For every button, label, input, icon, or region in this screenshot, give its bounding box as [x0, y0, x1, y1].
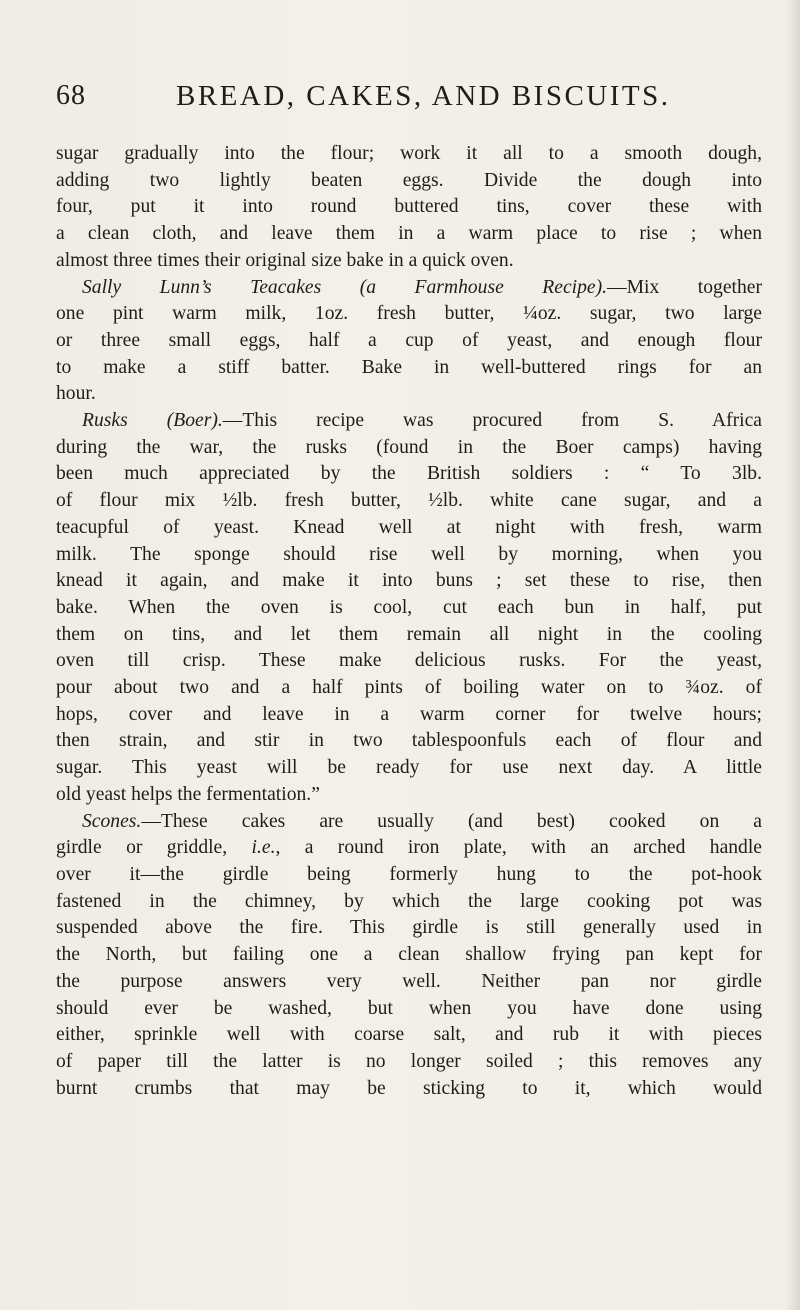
text-line: [56, 168, 762, 195]
text-run: girdle or griddle,: [56, 837, 252, 859]
italic-heading: Sally Lunn’s Teacakes (a Farmhouse Recipe).: [82, 276, 608, 298]
page-number: 68: [56, 80, 86, 111]
text-line: [56, 194, 762, 221]
text-run: of flour mix ½lb. fresh butter, ½lb. white cane sugar, and a: [56, 490, 762, 512]
text-line: [56, 782, 762, 809]
text-line: [56, 595, 762, 622]
text-line: [56, 275, 762, 302]
text-run: during the war, the rusks (found in the Boer camps) having: [56, 436, 762, 458]
text-run: bake. When the oven is cool, cut each bun in half, put: [56, 596, 762, 618]
text-run: , a round iron plate, with an arched handle: [275, 837, 762, 859]
text-run: been much appreciated by the British soldiers : “ To 3lb.: [56, 463, 762, 485]
text-line: [56, 835, 762, 862]
text-line: [56, 221, 762, 248]
italic-heading: i.e.: [251, 837, 276, 859]
text-run: four, put it into round buttered tins, cover these with: [56, 196, 762, 218]
text-run: then strain, and stir in two tablespoonfuls each of flour and: [56, 730, 762, 752]
text-line: [56, 1049, 762, 1076]
text-run: should ever be washed, but when you have done using: [56, 997, 762, 1019]
text-line: [56, 648, 762, 675]
text-line: [56, 408, 762, 435]
text-run: hour.: [56, 383, 96, 405]
body-text: [56, 141, 762, 1102]
text-run: over it—the girdle being formerly hung to the pot-hook: [56, 863, 762, 885]
text-run: the purpose answers very well. Neither pan nor girdle: [56, 970, 762, 992]
text-line: [56, 301, 762, 328]
text-run: old yeast helps the fermentation.”: [56, 783, 320, 805]
text-run: of paper till the latter is no longer soiled ; this removes any: [56, 1050, 762, 1072]
text-line: [56, 1022, 762, 1049]
text-line: [56, 248, 762, 275]
text-line: [56, 542, 762, 569]
text-line: [56, 675, 762, 702]
text-line: [56, 755, 762, 782]
text-line: [56, 862, 762, 889]
text-run: either, sprinkle well with coarse salt, and rub it with pieces: [56, 1024, 762, 1046]
text-line: [56, 381, 762, 408]
text-line: [56, 889, 762, 916]
italic-heading: Scones.: [82, 810, 142, 832]
text-line: [56, 461, 762, 488]
text-run: burnt crumbs that may be sticking to it, which would: [56, 1077, 762, 1099]
text-run: suspended above the fire. This girdle is still generally used in: [56, 917, 762, 939]
text-run: oven till crisp. These make delicious rusks. For the yeast,: [56, 650, 762, 672]
running-head: BREAD, CAKES, AND BISCUITS.: [176, 80, 671, 112]
text-run: one pint warm milk, 1oz. fresh butter, ¼oz. sugar, two large: [56, 303, 762, 325]
italic-heading: Rusks (Boer).: [82, 410, 223, 432]
text-line: [56, 568, 762, 595]
text-run: fastened in the chimney, by which the large cooking pot was: [56, 890, 762, 912]
page-edge-shadow: [786, 0, 800, 1310]
text-run: to make a stiff batter. Bake in well-buttered rings for an: [56, 356, 762, 378]
text-run: sugar. This yeast will be ready for use next day. A little: [56, 757, 762, 779]
page-header: [50, 80, 770, 120]
text-line: [56, 969, 762, 996]
text-run: —These cakes are usually (and best) cooked on a: [141, 810, 762, 832]
text-run: milk. The sponge should rise well by morning, when you: [56, 543, 762, 565]
text-run: them on tins, and let them remain all night in the cooling: [56, 623, 762, 645]
text-line: [56, 515, 762, 542]
text-line: [56, 488, 762, 515]
text-run: —This recipe was procured from S. Africa: [222, 410, 762, 432]
text-run: —Mix together: [607, 276, 762, 298]
text-run: almost three times their original size bake in a quick oven.: [56, 249, 514, 271]
text-line: [56, 915, 762, 942]
text-run: hops, cover and leave in a warm corner for twelve hours;: [56, 703, 762, 725]
text-line: [56, 622, 762, 649]
text-run: adding two lightly beaten eggs. Divide the dough into: [56, 169, 762, 191]
text-line: [56, 702, 762, 729]
text-run: teacupful of yeast. Knead well at night with fresh, warm: [56, 516, 762, 538]
text-run: the North, but failing one a clean shallow frying pan kept for: [56, 944, 762, 966]
text-line: [56, 728, 762, 755]
text-run: a clean cloth, and leave them in a warm place to rise ; when: [56, 223, 762, 245]
text-line: [56, 328, 762, 355]
text-run: knead it again, and make it into buns ; set these to rise, then: [56, 570, 762, 592]
text-run: pour about two and a half pints of boiling water on to ¾oz. of: [56, 677, 762, 699]
text-line: [56, 1076, 762, 1103]
text-run: or three small eggs, half a cup of yeast, and enough flour: [56, 329, 762, 351]
text-line: [56, 996, 762, 1023]
text-line: [56, 355, 762, 382]
text-line: [56, 942, 762, 969]
text-run: sugar gradually into the flour; work it all to a smooth dough,: [56, 143, 762, 164]
text-line: [56, 435, 762, 462]
text-line: [56, 141, 762, 168]
text-line: [56, 809, 762, 836]
